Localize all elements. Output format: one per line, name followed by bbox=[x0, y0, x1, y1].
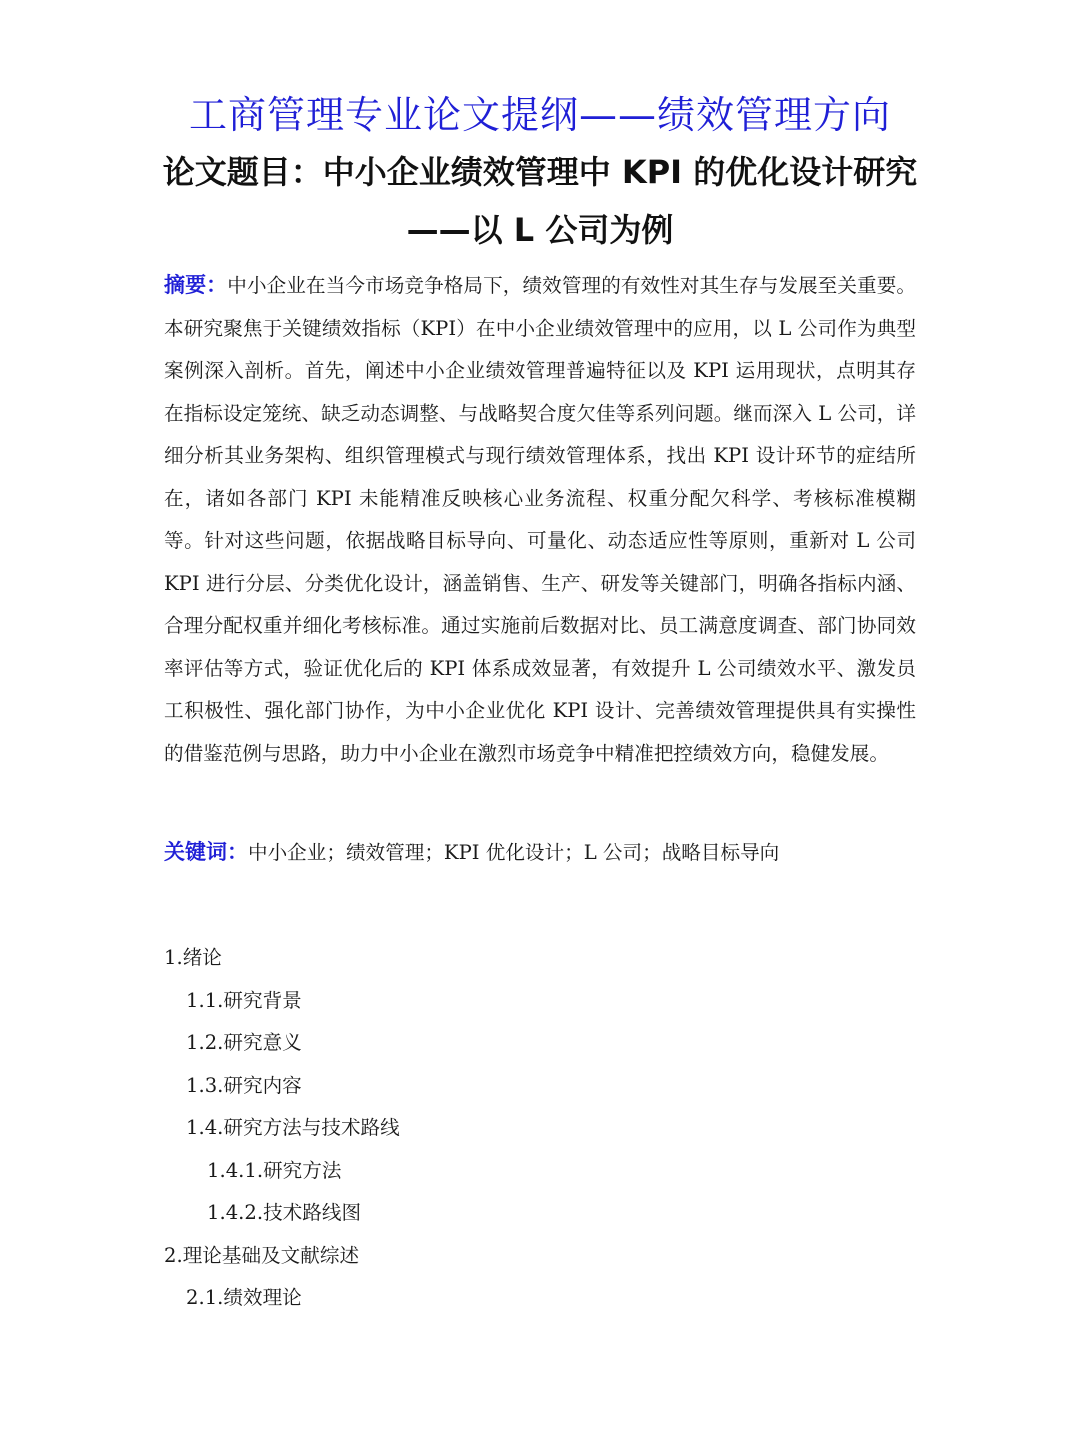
outline-list bbox=[0, 937, 1080, 1320]
abstract-label: 摘要： bbox=[164, 273, 228, 297]
thesis-title-line1: 论文题目：中小企业绩效管理中 KPI 的优化设计研究 bbox=[162, 153, 918, 191]
keywords-paragraph bbox=[164, 831, 924, 874]
outline-item-section: 1.4.研究方法与技术路线 bbox=[186, 1116, 400, 1139]
abstract-text: 中小企业在当今市场竞争格局下，绩效管理的有效性对其生存与发展至关重要。本研究聚焦于关键绩效指标（KPI）在中小企业绩效管理中的应用，以 L 公司作为典型案例深入剖析。首先，阐述中小企业绩效管理普遍特征以及 KPI 运用现状，点明其存在指标设定笼统、缺乏动态调整、与战略契合度欠佳等系列问题。继而深入 L 公司，详细分析其业务架构、组织管理模式与现行绩效管理体系，找出 KPI 设计环节的症结所在，诸如各部门 KPI 未能精准反映核心业务流程、权重分配欠科学、考核标准模糊等。针对这些问题，依据战略目标导向、可量化、动态适应性等原则，重新对 L 公司 KPI 进行分层、分类优化设计，涵盖销售、生产、研发等关键部门，明确各指标内涵、合理分配权重并细化考核标准。通过实施前后数据对比、员工满意度调查、部门协同效率评估等方式，验证优化后的 KPI 体系成效显著，有效提升 L 公司绩效水平、激发员工积极性、强化部门协作，为中小企业优化 KPI 设计、完善绩效管理提供具有实操性的借鉴范例与思路，助力中小企业在激烈市场竞争中精准把控绩效方向，稳健发展。 bbox=[164, 274, 917, 765]
abstract-paragraph bbox=[164, 264, 916, 775]
outline-item-section: 2.1.绩效理论 bbox=[186, 1286, 302, 1309]
outline-item-subsection: 1.4.2.技术路线图 bbox=[207, 1201, 362, 1224]
outline-item-section: 1.2.研究意义 bbox=[186, 1031, 302, 1054]
outline-item-chapter: 1.绪论 bbox=[164, 946, 222, 969]
main-title: 工商管理专业论文提纲——绩效管理方向 bbox=[188, 93, 891, 137]
outline-item-section: 1.3.研究内容 bbox=[186, 1073, 302, 1097]
outline-item-chapter: 2.理论基础及文献综述 bbox=[164, 1243, 360, 1267]
thesis-title-line2: ——以 L 公司为例 bbox=[406, 211, 674, 249]
outline-item-section: 1.1.研究背景 bbox=[186, 988, 302, 1012]
keywords-text: 中小企业；绩效管理；KPI 优化设计；L 公司；战略目标导向 bbox=[248, 841, 780, 864]
outline-item-subsection: 1.4.1.研究方法 bbox=[207, 1158, 342, 1182]
keywords-label: 关键词： bbox=[164, 840, 248, 864]
